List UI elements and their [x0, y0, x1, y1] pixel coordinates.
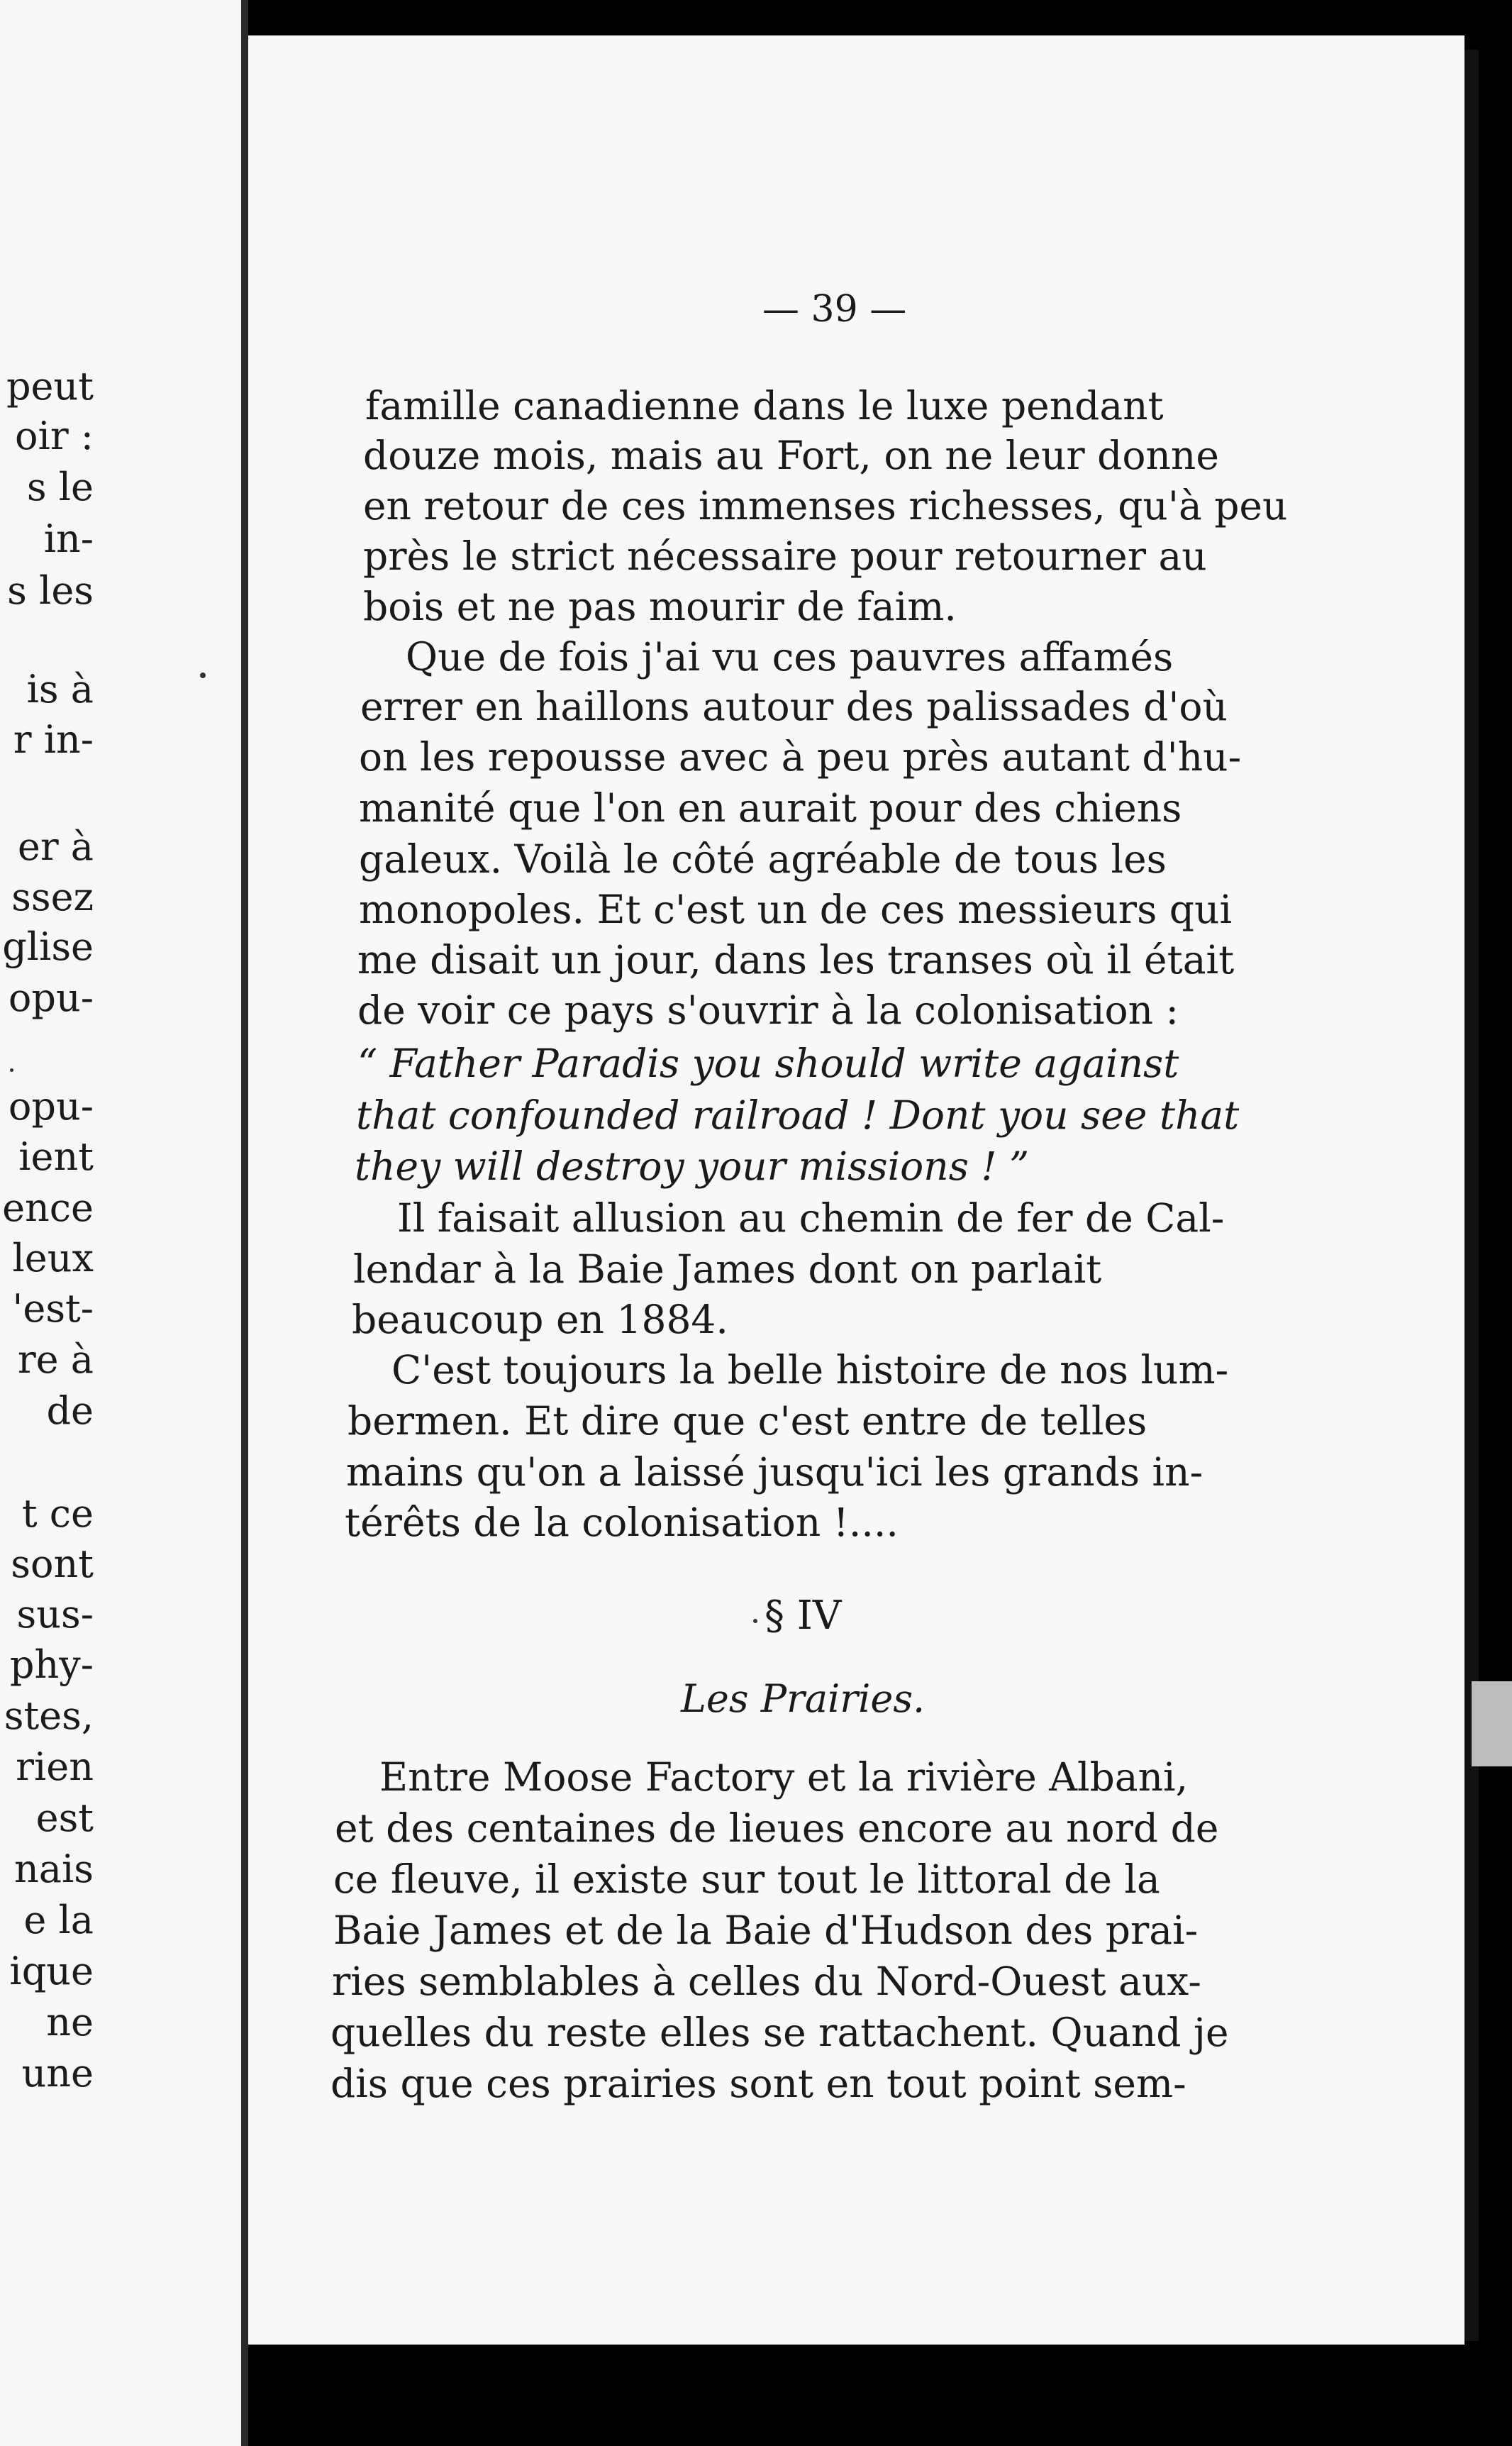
- body-text-line: Il faisait allusion au chemin de fer de Cal-: [397, 1195, 1225, 1241]
- body-text-line: manité que l'on en aurait pour des chiens: [359, 785, 1182, 831]
- body-text-line: ce fleuve, il existe sur tout le littoral de la: [333, 1856, 1160, 1902]
- left-fragment: in-: [43, 516, 94, 561]
- body-text-line: dis que ces prairies sont en tout point sem-: [330, 2061, 1186, 2106]
- left-fragment: glise: [2, 924, 94, 969]
- body-text-line: ries semblables à celles du Nord-Ouest aux-: [332, 1959, 1201, 2004]
- body-text-line: en retour de ces immenses richesses, qu'à peu: [363, 483, 1288, 529]
- left-fragment: stes,: [4, 1693, 94, 1738]
- quote-line: “ Father Paradis you should write against: [357, 1041, 1179, 1086]
- section-subtitle: Les Prairies.: [681, 1676, 925, 1721]
- left-fragment: opu-: [8, 975, 94, 1020]
- quote-line: they will destroy your missions ! ”: [355, 1144, 1030, 1189]
- body-text-line: famille canadienne dans le luxe pendant: [365, 383, 1164, 428]
- body-text-line: quelles du reste elles se rattachent. Quand je: [330, 2010, 1229, 2055]
- body-text-line: bermen. Et dire que c'est entre de telles: [348, 1398, 1147, 1444]
- body-text-line: bois et ne pas mourir de faim.: [363, 584, 957, 629]
- body-text-line: errer en haillons autour des palissades d'où: [360, 684, 1228, 729]
- scan-speck: [753, 1619, 757, 1623]
- body-text-line: près le strict nécessaire pour retourner au: [363, 533, 1207, 579]
- scan-speck: [10, 1068, 13, 1072]
- left-fragment: ique: [9, 1949, 94, 1993]
- left-fragment: ient: [18, 1134, 94, 1179]
- page-number: — 39 —: [762, 288, 907, 331]
- body-text-line: Entre Moose Factory et la rivière Albani,: [379, 1754, 1189, 1800]
- left-fragment: ssez: [11, 875, 94, 919]
- left-fragment: peut: [6, 364, 94, 409]
- left-fragment: sont: [11, 1542, 94, 1586]
- body-text-line: C'est toujours la belle histoire de nos lum-: [391, 1347, 1229, 1393]
- left-fragment: r in-: [13, 717, 94, 762]
- left-fragment: ne: [46, 2000, 94, 2044]
- page-gutter: [241, 0, 248, 2446]
- left-fragment: est: [35, 1795, 94, 1840]
- left-fragment: nais: [14, 1847, 94, 1891]
- body-text-line: mains qu'on a laissé jusqu'ici les grands in-: [346, 1449, 1204, 1495]
- left-fragment: oir :: [15, 414, 94, 458]
- body-text-line: on les repousse avec à peu près autant d'hu-: [359, 734, 1242, 780]
- left-fragment: re à: [17, 1337, 94, 1382]
- body-text-line: térêts de la colonisation !....: [345, 1500, 899, 1545]
- left-fragment: rien: [16, 1744, 94, 1789]
- left-fragment: phy-: [9, 1642, 94, 1687]
- scan-right-border: [1464, 50, 1479, 2341]
- left-fragment: t ce: [21, 1491, 94, 1536]
- left-fragment: 'est-: [12, 1286, 94, 1331]
- body-text-line: et des centaines de lieues encore au nord de: [335, 1805, 1219, 1851]
- left-page-text-fragments: [0, 0, 241, 2446]
- body-text-line: beaucoup en 1884.: [352, 1297, 728, 1342]
- left-fragment: leux: [12, 1236, 94, 1280]
- scan-bottom-border: [248, 2345, 1512, 2446]
- left-fragment: opu-: [8, 1084, 94, 1129]
- left-fragment: er à: [17, 824, 94, 869]
- scan-speck: [200, 673, 206, 678]
- body-text-line: Baie James et de la Baie d'Hudson des prai-: [333, 1908, 1199, 1953]
- left-fragment: sus-: [16, 1592, 94, 1637]
- page-edge-blot: [1472, 1681, 1512, 1766]
- left-fragment: s le: [26, 465, 94, 509]
- left-fragment: s les: [7, 568, 94, 613]
- left-fragment: is à: [26, 667, 94, 712]
- left-fragment: une: [21, 2051, 94, 2096]
- body-text-line: lendar à la Baie James dont on parlait: [353, 1246, 1102, 1292]
- body-text-line: monopoles. Et c'est un de ces messieurs qui: [359, 887, 1233, 932]
- body-text-line: me disait un jour, dans les transes où il était: [357, 937, 1235, 983]
- body-text-line: de voir ce pays s'ouvrir à la colonisation :: [357, 987, 1179, 1033]
- left-fragment: e la: [23, 1898, 94, 1942]
- section-heading: § IV: [765, 1593, 842, 1639]
- left-fragment: de: [46, 1388, 94, 1433]
- quote-line: that confounded railroad ! Dont you see that: [356, 1092, 1240, 1138]
- body-text-line: galeux. Voilà le côté agréable de tous les: [359, 836, 1167, 882]
- body-text-line: douze mois, mais au Fort, on ne leur donne: [363, 433, 1219, 478]
- scan-top-border: [248, 0, 1512, 35]
- left-fragment: ence: [2, 1185, 94, 1230]
- body-text-line: Que de fois j'ai vu ces pauvres affamés: [406, 634, 1174, 680]
